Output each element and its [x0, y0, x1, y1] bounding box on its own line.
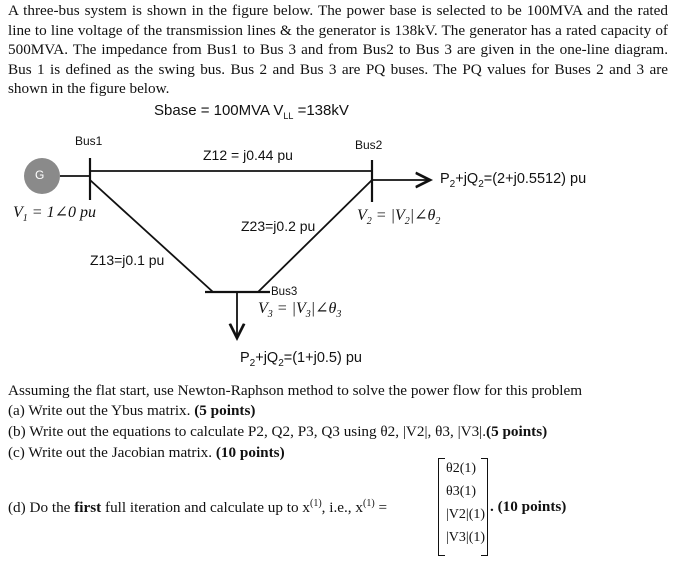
bus3-load-label: $P_2+jQ_2=(1+j0.5)$ pu: [240, 350, 362, 369]
vector-v3: |V3|(1): [446, 530, 486, 545]
bus1-label: Bus1: [75, 134, 103, 148]
bus2-load-label: $P_2+jQ_2=(2+j0.5512)$ pu: [440, 171, 587, 190]
bus3-label: Bus3: [271, 286, 298, 298]
z13-label: Z13=j0.1 pu: [90, 252, 165, 268]
problem-intro: A three-bus system is shown in the figure below. The power base is selected to be 100MVA and the rated line to line voltage of the transmission lines & the generator is 138kV. The generator has a rated capacity of 500MVA. The impedance from Bus1 to Bus 3 and from Bus2 to Bus 3 are given in the one-line diagram. Bus 1 is defined as the swing bus. Bus 2 and Bus 3 are PQ buses. The PQ values for Buses 2 and 3 are shown in the figure below.: [8, 2, 668, 97]
generator-label: G: [35, 168, 45, 182]
z12-label: Z12 = j0.44 pu: [203, 147, 293, 163]
solution-vector: [438, 458, 488, 554]
question-b: (b) Write out the equations to calculate P2, Q2, P3, Q3 using θ2, |V2|, θ3, |V3|.(5 points): [8, 423, 548, 440]
line-2-3: [258, 180, 372, 292]
vector-v2: |V2|(1): [446, 507, 486, 522]
v3-label: $V_3$ = $|V_3|\angle\theta_3$: [258, 300, 342, 321]
vector-theta3: θ3(1): [446, 484, 477, 499]
z23-label: Z23=j0.2 pu: [241, 218, 316, 234]
question-d-points: . (10 points): [490, 498, 567, 515]
line-1-3: [90, 180, 213, 292]
base-quantities: Sbase = 100MVA $V_{LL} =138kV$: [154, 102, 349, 121]
vector-theta2: θ2(1): [446, 461, 477, 476]
question-a: (a) Write out the Ybus matrix. (5 points): [8, 402, 256, 419]
question-lead: Assuming the flat start, use Newton-Raphson method to solve the power flow for this problem: [8, 382, 583, 399]
v2-label: $V_2$ = $|V_2|\angle\theta_2$: [357, 207, 441, 228]
question-c: (c) Write out the Jacobian matrix. (10 points): [8, 444, 285, 461]
v1-label: $V_1$ = 1∠0 pu: [13, 204, 96, 225]
question-d: (d) Do the first full iteration and calculate up to $x^{(1)}$, i.e., $x^{(1)}$ =: [8, 498, 388, 517]
bus2-label: Bus2: [355, 138, 383, 152]
